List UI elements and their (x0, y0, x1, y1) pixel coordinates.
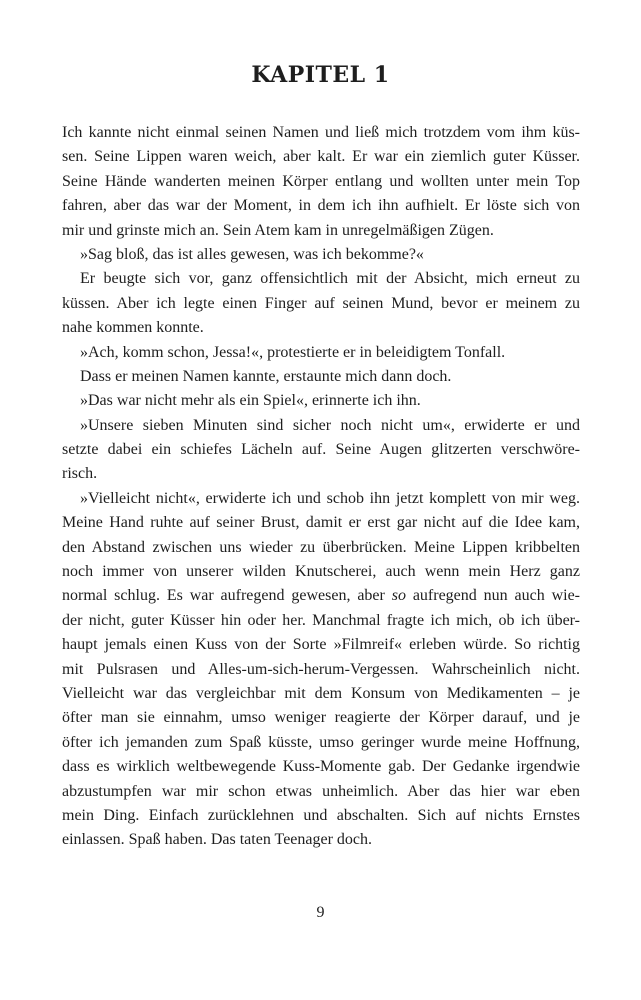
text-line: Ich kannte nicht einmal seinen Namen und ließ mich trotzdem vom ihm küs- (62, 124, 580, 141)
text-line: den Abstand zwischen uns wieder zu überbrücken. Meine Lippen kribbelten (62, 538, 580, 556)
text-line: Er beugte sich vor, ganz offensichtlich mit der Absicht, mich erneut zu (80, 270, 580, 288)
text-line: fahren, aber das war der Moment, in dem ich ihn aufhielt. Er löste sich von (62, 197, 580, 215)
text-line: noch immer von unserer wilden Knutscherei, auch wenn mein Herz ganz (62, 563, 580, 581)
text-line: einlassen. Spaß haben. Das taten Teenager doch. (62, 831, 373, 849)
text-line: mein Ding. Einfach zurücklehnen und abschalten. Sich auf nichts Ernstes (62, 806, 580, 824)
text-line: Meine Hand ruhte auf seiner Brust, damit er erst gar nicht auf die Idee kam, (62, 514, 580, 532)
text-line: Vielleicht war das vergleichbar mit dem Konsum von Medikamenten – je (62, 684, 580, 702)
text-line: abzustumpfen war mir schon etwas unheimlich. Aber das hier war eben (62, 782, 580, 800)
text-line: öfter ich jemanden zum Spaß küsste, umso geringer wurde meine Hoffnung, (62, 733, 580, 751)
text-line: mir und grinste mich an. Sein Atem kam in unregelmäßigen Zügen. (62, 221, 494, 239)
text-line: »Vielleicht nicht«, erwiderte ich und schob ihn jetzt komplett von mir weg. (80, 489, 580, 507)
text-line: »Sag bloß, das ist alles gewesen, was ich bekomme?« (80, 245, 424, 263)
chapter-body-text (62, 121, 580, 853)
text-line: setzte dabei ein schiefes Lächeln auf. Seine Augen glitzerten verschwöre- (62, 441, 580, 459)
text-line: normal schlug. Es war aufregend gewesen, aber so aufregend nun auch wie- (62, 587, 580, 605)
text-line: sen. Seine Lippen waren weich, aber kalt. Er war ein ziemlich guter Küsser. (62, 148, 580, 166)
text-line: haupt jemals einen Kuss von der Sorte »Filmreif« erleben würde. So richtig (62, 636, 580, 654)
text-line: Seine Hände wanderten meinen Körper entlang und wollten unter mein Top (62, 172, 580, 190)
text-line: »Unsere sieben Minuten sind sicher noch nicht um«, erwiderte er und (80, 416, 580, 434)
text-line: risch. (62, 465, 98, 483)
text-line: nahe kommen konnte. (62, 319, 204, 337)
text-line: mit Pulsrasen und Alles-um-sich-herum-Vergessen. Wahrscheinlich nicht. (62, 660, 580, 678)
text-line: Dass er meinen Namen kannte, erstaunte mich dann doch. (80, 367, 452, 385)
text-line: »Das war nicht mehr als ein Spiel«, erinnerte ich ihn. (80, 392, 421, 410)
text-line: der nicht, guter Küsser hin oder her. Manchmal fragte ich mich, ob ich über- (62, 611, 580, 629)
chapter-title: KAPITEL 1 (251, 62, 390, 88)
text-line: küssen. Aber ich legte einen Finger auf seinen Mund, bevor er meinem zu (62, 294, 580, 312)
text-line: dass es wirklich weltbewegende Kuss-Momente gab. Der Gedanke irgendwie (62, 758, 580, 776)
text-line: öfter man sie einnahm, umso weniger reagierte der Körper darauf, und je (62, 709, 580, 727)
text-line: »Ach, komm schon, Jessa!«, protestierte er in beleidigtem Tonfall. (80, 343, 506, 361)
page-number: 9 (316, 904, 325, 921)
